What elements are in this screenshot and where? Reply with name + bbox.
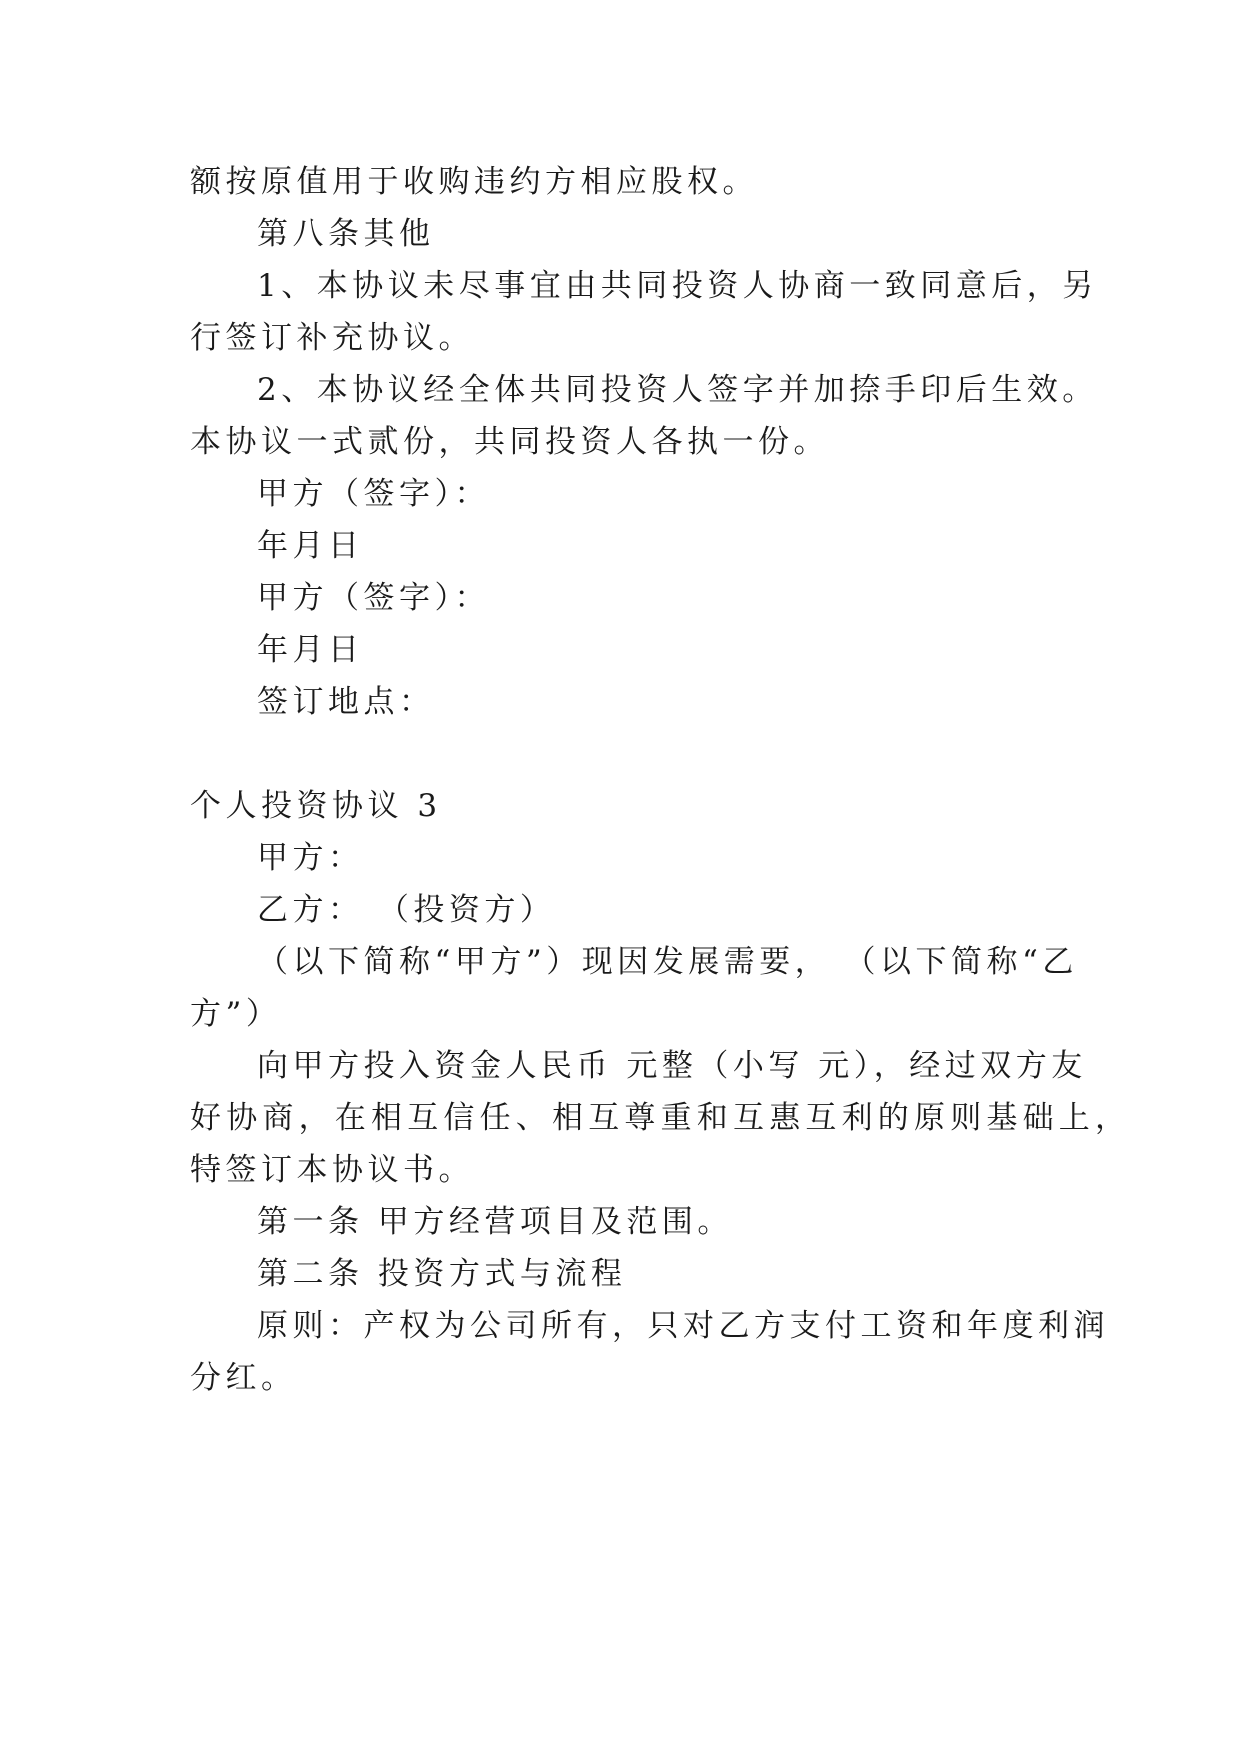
article-heading: 第一条 甲方经营项目及范围。: [257, 1204, 733, 1240]
signature-line: 甲方（签字）：: [257, 476, 490, 512]
paragraph-line: （以下简称“甲方”）现因发展需要， （以下简称“乙: [257, 944, 1078, 980]
paragraph-line: 行签订补充协议。: [190, 320, 474, 356]
document-title: 个人投资协议 3: [190, 788, 442, 824]
section-heading: 第八条其他: [257, 216, 435, 252]
paragraph-line: 方”）: [190, 996, 282, 1032]
paragraph-line: 分红。: [190, 1360, 297, 1396]
party-b-line: 乙方： （投资方）: [257, 892, 556, 928]
signature-line: 甲方（签字）：: [257, 580, 490, 616]
paragraph-line: 1、本协议未尽事宜由共同投资人协商一致同意后，另: [257, 268, 1098, 304]
paragraph-line: 本协议一式贰份，共同投资人各执一份。: [190, 424, 829, 460]
party-a-line: 甲方：: [257, 840, 364, 876]
article-heading: 第二条 投资方式与流程: [257, 1256, 627, 1292]
paragraph-line: 向甲方投入资金人民币 元整（小写 元），经过双方友: [257, 1048, 1087, 1084]
paragraph-line: 额按原值用于收购违约方相应股权。: [190, 164, 758, 200]
paragraph-line: 2、本协议经全体共同投资人签字并加捺手印后生效。: [257, 372, 1098, 408]
date-line: 年月日: [257, 632, 364, 668]
date-line: 年月日: [257, 528, 364, 564]
paragraph-line: 好协商，在相互信任、相互尊重和互惠互利的原则基础上，: [190, 1100, 1132, 1136]
signing-place-line: 签订地点：: [257, 684, 435, 720]
paragraph-line: 特签订本协议书。: [190, 1152, 474, 1188]
paragraph-line: 原则：产权为公司所有，只对乙方支付工资和年度利润: [257, 1308, 1109, 1344]
